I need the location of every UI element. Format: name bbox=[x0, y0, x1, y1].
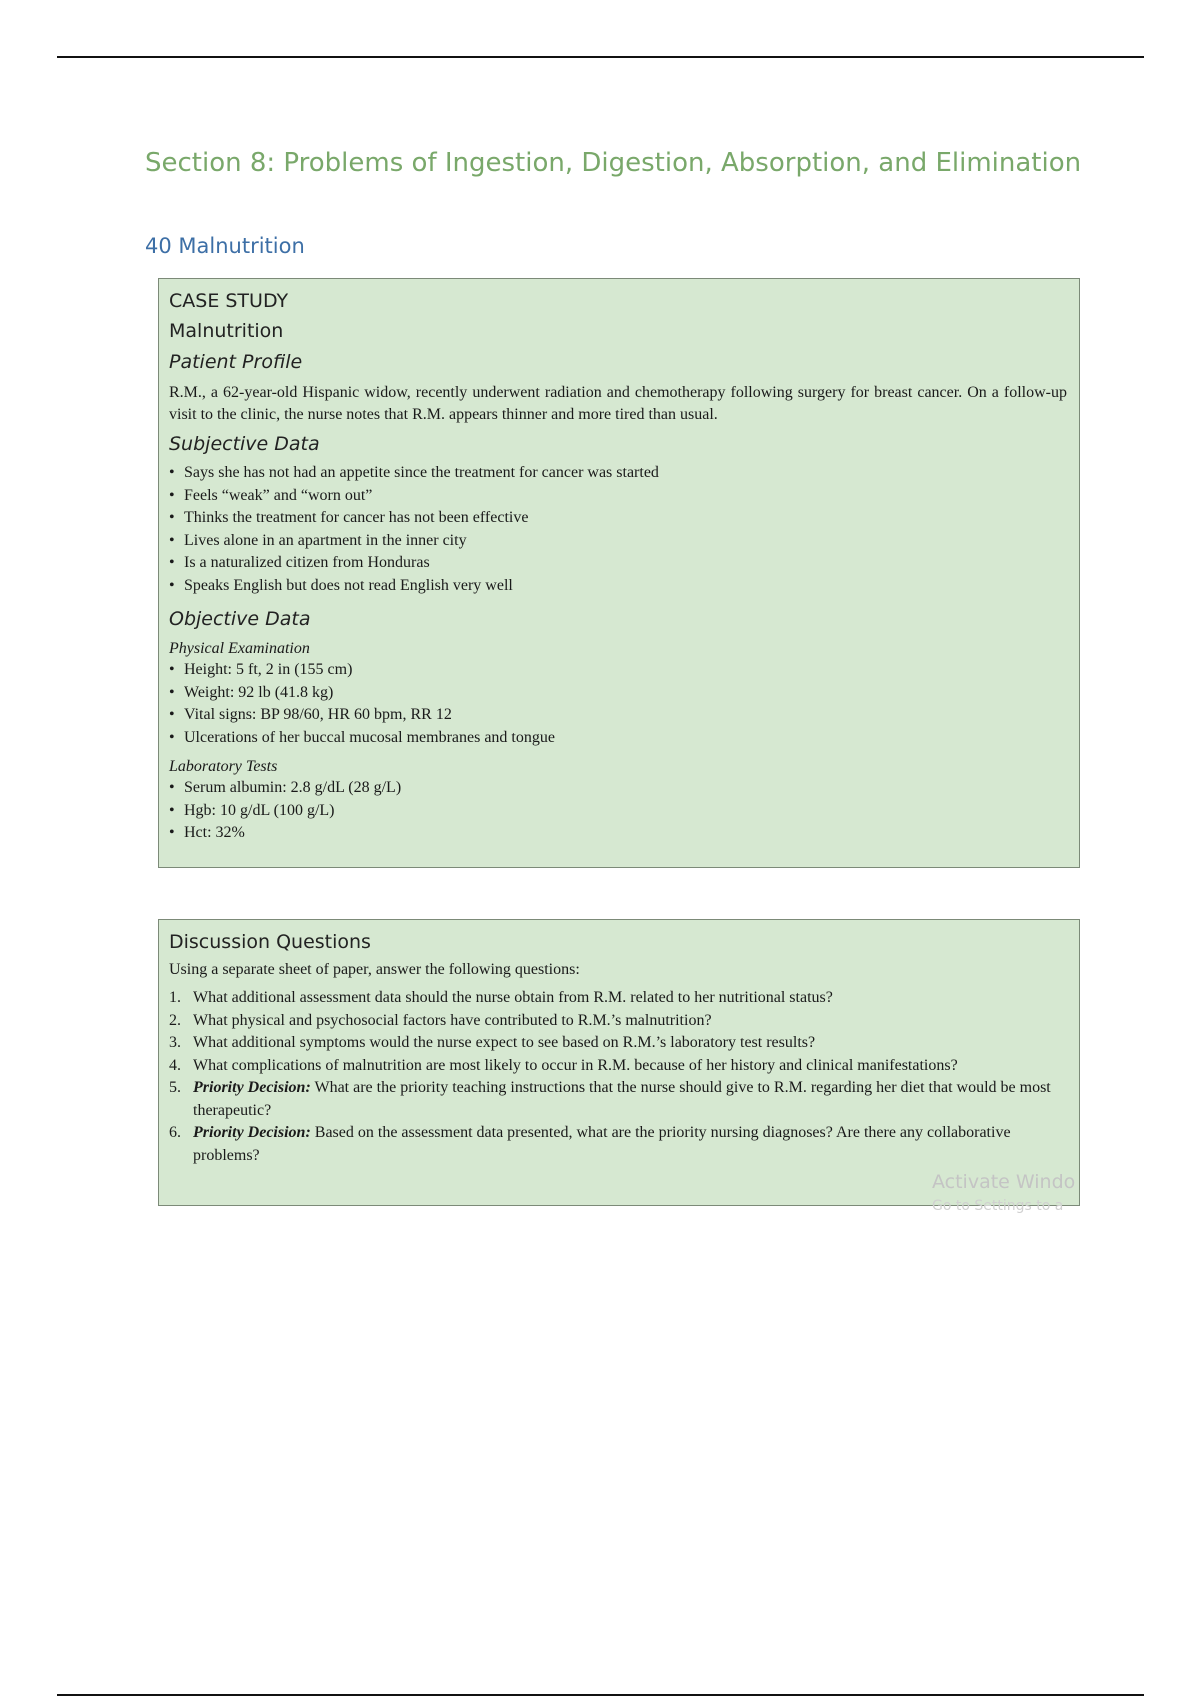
bullet-icon: • bbox=[169, 824, 175, 841]
list-item: • Ulcerations of her buccal mucosal membranes and tongue bbox=[169, 727, 1067, 750]
case-study-label: CASE STUDY bbox=[169, 290, 289, 312]
case-study-box bbox=[158, 278, 1080, 868]
bullet-icon: • bbox=[169, 486, 175, 504]
bottom-rule bbox=[57, 1694, 1144, 1696]
question-item: 2. What physical and psychosocial factors have contributed to R.M.’s malnutrition? bbox=[169, 1011, 712, 1029]
physical-exam-heading: Physical Examination bbox=[169, 640, 310, 657]
list-item: • Feels “weak” and “worn out” bbox=[169, 485, 1067, 508]
chapter-title: 40 Malnutrition bbox=[145, 234, 305, 258]
discussion-intro: Using a separate sheet of paper, answer the following questions: bbox=[169, 961, 580, 978]
physical-exam-list bbox=[169, 659, 1067, 749]
list-item: • Speaks English but does not read English very well bbox=[169, 575, 1067, 598]
bullet-icon: • bbox=[169, 801, 175, 819]
question-item: 5. Priority Decision: What are the priority teaching instructions that the nurse should give to R.M. regarding her diet that would be most therapeutic? bbox=[169, 1079, 1051, 1119]
bullet-icon: • bbox=[169, 706, 175, 723]
bullet-icon: • bbox=[169, 779, 175, 796]
bullet-icon: • bbox=[169, 531, 175, 549]
bullet-icon: • bbox=[169, 661, 175, 678]
activation-watermark-subtitle: Go to Settings to a bbox=[932, 1198, 1064, 1214]
top-rule bbox=[57, 56, 1144, 58]
patient-profile-text: R.M., a 62-year-old Hispanic widow, recently underwent radiation and chemotherapy following surgery for breast cancer. On a follow-up visit to the clinic, the nurse notes that R.M. appears thinner and more tired than usual. bbox=[169, 384, 1067, 423]
list-item: • Thinks the treatment for cancer has not been effective bbox=[169, 507, 1067, 530]
list-item: • Hgb: 10 g/dL (100 g/L) bbox=[169, 800, 1067, 823]
lab-tests-list bbox=[169, 777, 1067, 845]
bullet-icon: • bbox=[169, 728, 175, 746]
bullet-icon: • bbox=[169, 554, 175, 571]
discussion-heading: Discussion Questions bbox=[169, 931, 371, 953]
list-item: • Height: 5 ft, 2 in (155 cm) bbox=[169, 659, 1067, 682]
activation-watermark-title: Activate Windo bbox=[932, 1171, 1076, 1193]
question-item: 1. What additional assessment data should the nurse obtain from R.M. related to her nutritional status? bbox=[169, 989, 833, 1006]
list-item: • Lives alone in an apartment in the inner city bbox=[169, 530, 1067, 553]
case-study-title: Malnutrition bbox=[169, 320, 284, 342]
list-item: • Says she has not had an appetite since the treatment for cancer was started bbox=[169, 462, 1067, 485]
list-item: • Is a naturalized citizen from Honduras bbox=[169, 552, 1067, 575]
lab-tests-heading: Laboratory Tests bbox=[169, 758, 278, 775]
bullet-icon: • bbox=[169, 509, 175, 526]
discussion-question-list bbox=[169, 987, 1067, 1167]
list-item: • Vital signs: BP 98/60, HR 60 bpm, RR 12 bbox=[169, 704, 1067, 727]
list-item: • Serum albumin: 2.8 g/dL (28 g/L) bbox=[169, 777, 1067, 800]
question-item: 6. Priority Decision: Based on the assessment data presented, what are the priority nursing diagnoses? Are there any collaborative problems? bbox=[169, 1124, 1011, 1164]
objective-data-heading: Objective Data bbox=[169, 608, 311, 630]
list-item: • Hct: 32% bbox=[169, 822, 1067, 845]
list-item: • Weight: 92 lb (41.8 kg) bbox=[169, 682, 1067, 705]
question-item: 3. What additional symptoms would the nurse expect to see based on R.M.’s laboratory test results? bbox=[169, 1034, 816, 1051]
subjective-data-heading: Subjective Data bbox=[169, 433, 320, 455]
patient-profile-heading: Patient Profile bbox=[169, 351, 303, 373]
bullet-icon: • bbox=[169, 683, 175, 701]
bullet-icon: • bbox=[169, 464, 175, 481]
discussion-questions-box bbox=[158, 919, 1080, 1206]
bullet-icon: • bbox=[169, 576, 175, 594]
question-item: 4. What complications of malnutrition are most likely to occur in R.M. because of her history and clinical manifestations? bbox=[169, 1056, 958, 1074]
subjective-data-list bbox=[169, 462, 1067, 597]
section-title: Section 8: Problems of Ingestion, Digestion, Absorption, and Elimination bbox=[145, 148, 1082, 178]
